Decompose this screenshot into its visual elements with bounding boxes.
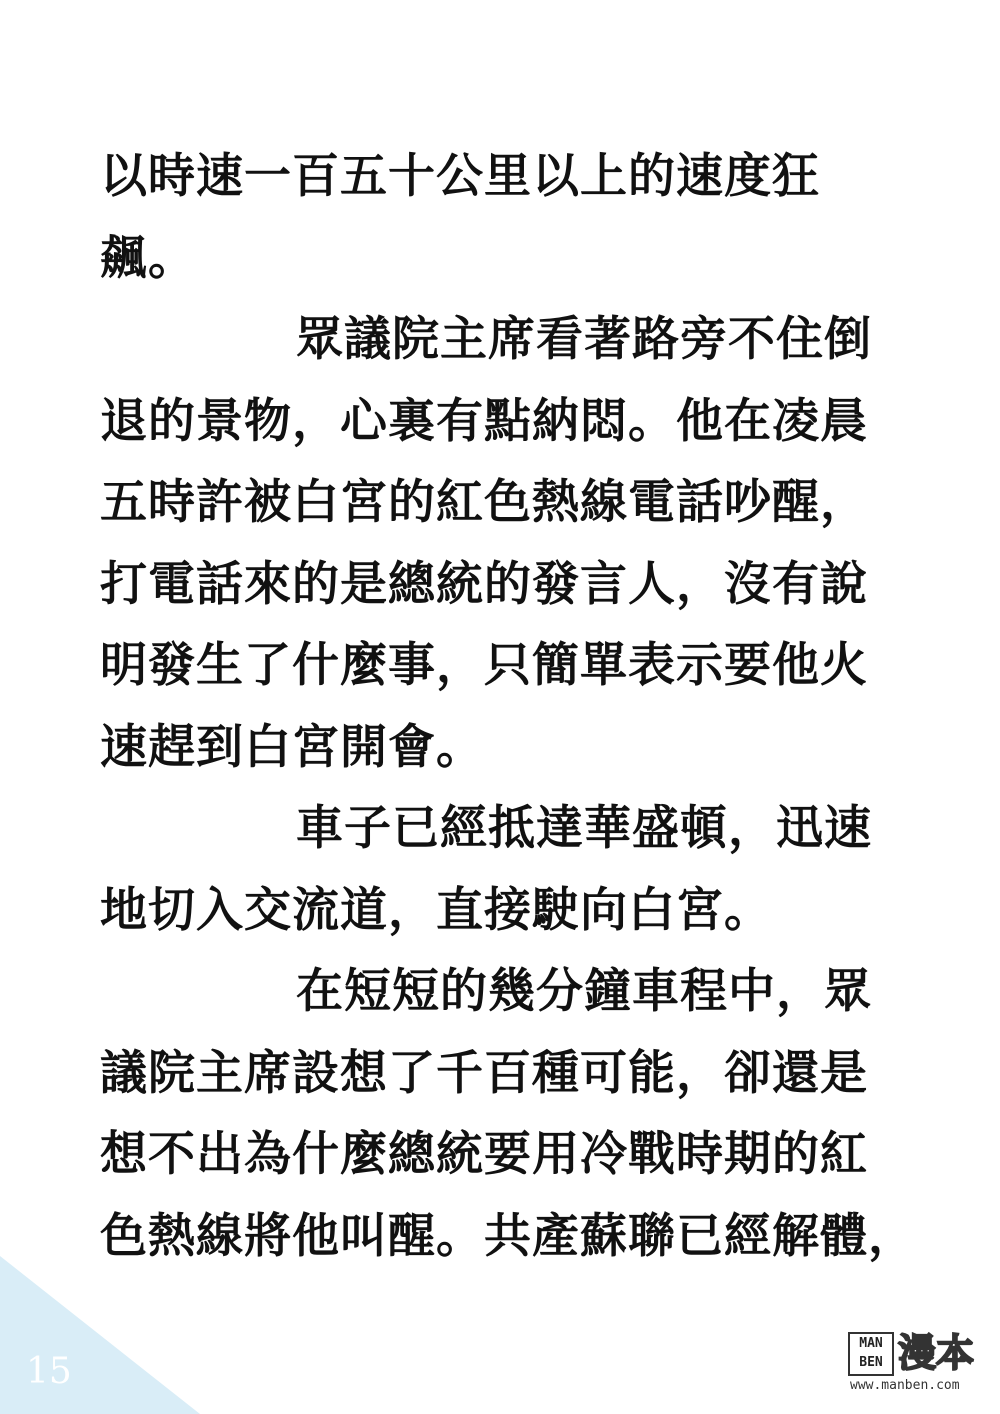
watermark-logo-icon: MAN BEN (848, 1332, 894, 1376)
text-line: 想不出為什麼總統要用冷戰時期的紅 (100, 1127, 868, 1182)
watermark-url: www.manben.com (850, 1378, 960, 1393)
body-text (100, 136, 960, 1277)
text-line: 議院主席設想了千百種可能，卻還是 (100, 1045, 868, 1101)
text-line: 退的景物，心裏有點納悶。他在凌晨 (100, 393, 868, 449)
text-line: 明發生了什麼事，只簡單表示要他火 (100, 638, 868, 693)
text-line: 速趕到白宮開會。 (100, 719, 484, 775)
watermark (848, 1332, 988, 1394)
text-line: 打電話來的是總統的發言人，沒有說 (100, 556, 868, 612)
paragraph-start-line: 眾議院主席看著路旁不住倒 (296, 312, 872, 367)
text-line: 以時速一百五十公里以上的速度狂 (100, 149, 820, 204)
paragraph-start-line: 在短短的幾分鐘車程中，眾 (296, 964, 872, 1019)
text-line: 地切入交流道，直接駛向白宮。 (100, 882, 772, 938)
page-number: 15 (26, 1351, 72, 1392)
paragraph-start-line: 車子已經抵達華盛頓，迅速 (296, 801, 872, 856)
text-line: 色熱線將他叫醒。共產蘇聯已經解體， (100, 1208, 916, 1264)
text-line: 五時許被白宮的紅色熱線電話吵醒， (100, 475, 868, 530)
text-line: 飆。 (100, 230, 196, 286)
watermark-title: 漫本 (898, 1331, 975, 1375)
